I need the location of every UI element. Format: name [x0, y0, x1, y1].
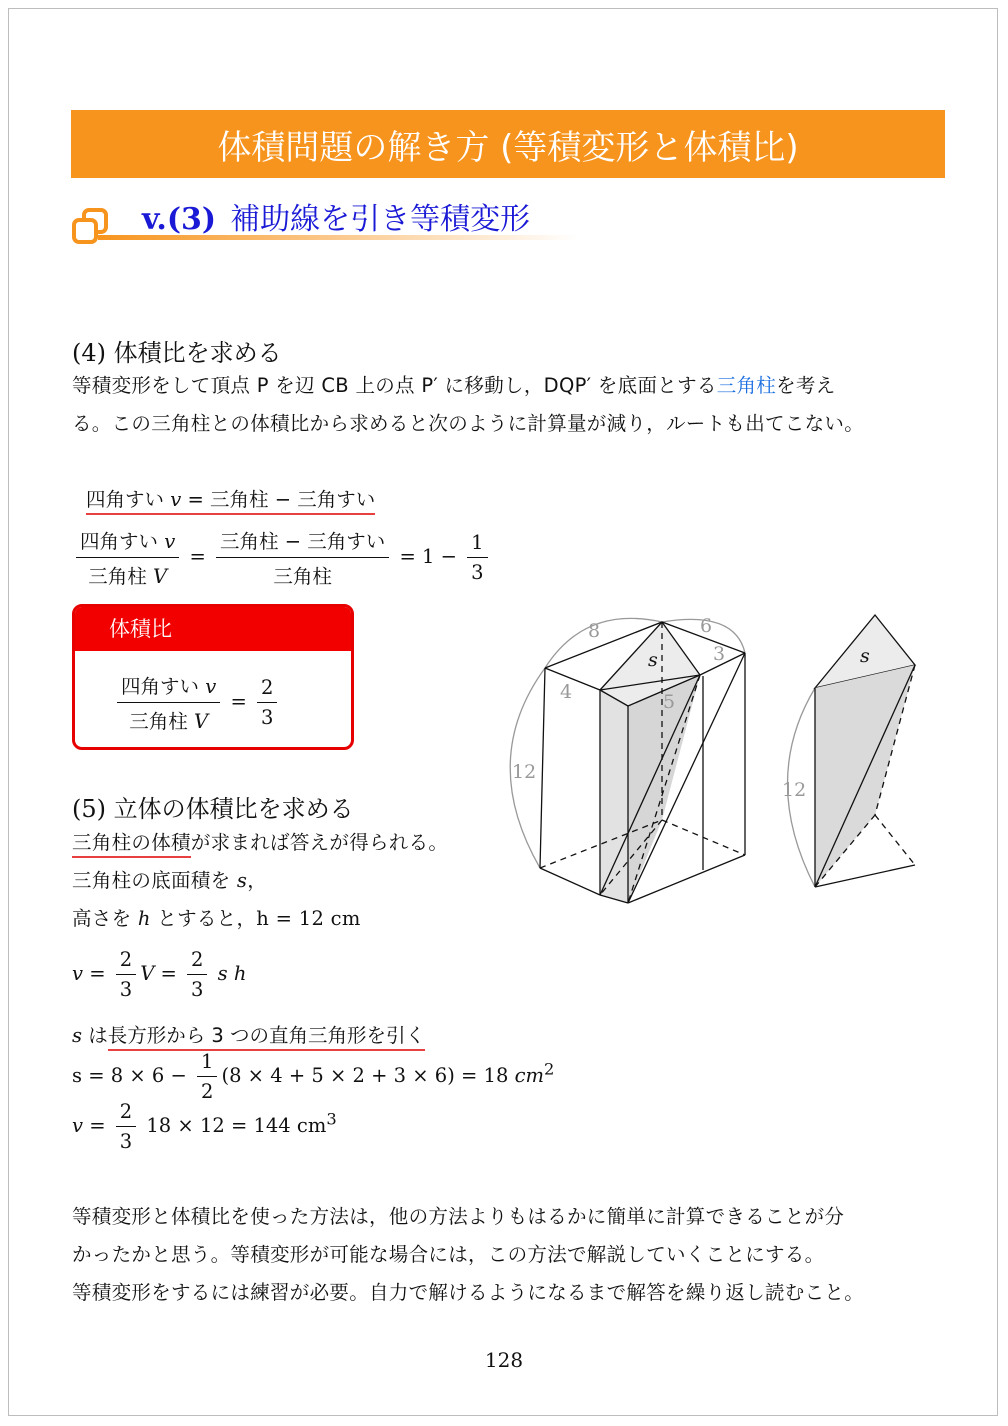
- part5-paragraph: [72, 824, 502, 938]
- label-s-left: s: [648, 649, 658, 671]
- part5-line1: 三角柱の体積が求まれば答えが得られる。: [72, 824, 502, 862]
- equation-2: $\frac{\text{四角すい v}}{\text{三角柱 V}}$ = $\frac{\text{三角柱 − 三角すい}}{\text{三角柱}}$ = 1 − $\frac{1}{3}$: [72, 526, 492, 589]
- equation-s: s = 8 × 6 − $\frac{1}{2}$ (8 × 4 + 5 × 2 + 3 × 6) = 18 $cm^2$: [72, 1050, 555, 1103]
- section-title: [142, 194, 530, 238]
- closing-paragraph: 等積変形と体積比を使った方法は，他の方法よりもはるかに簡単に計算できることが分 かったかと思う。等積変形が可能な場合には，この方法で解説していくことにする。 等積変形をするには練習が必要。自力で解けるようになるまで解答を繰り返し読むこと。: [72, 1205, 864, 1304]
- part4-line2: る。この三角柱との体積比から求めると次のように計算量が減り，ルートも出てこない。: [72, 412, 865, 435]
- label-6: 6: [700, 615, 713, 637]
- volume-ratio-box: [72, 604, 354, 750]
- label-12-left: 12: [512, 761, 537, 783]
- page-title-text: 体積問題の解き方 (等積変形と体積比): [217, 127, 799, 168]
- volume-ratio-formula: $\frac{\text{四角すい v}}{\text{三角柱 V}}$ = $\frac{2}{3}$: [113, 671, 281, 734]
- equation-1: 四角すい v = 三角柱 − 三角すい: [86, 484, 375, 512]
- page-title: [71, 110, 945, 178]
- page-number: 128: [484, 1348, 524, 1372]
- part4-line1: 等積変形をして頂点 P を辺 CB 上の点 P′ に移動し，DQP′ を底面とする三角柱を考え: [72, 374, 836, 397]
- part4-paragraph: [72, 367, 952, 443]
- section-number: v.(3): [142, 202, 217, 237]
- prism-figure: [505, 600, 945, 910]
- part5-line3: 高さを h とすると，h = 12 cm: [72, 907, 361, 930]
- equation-v: v = $\frac{2}{3}$ V = $\frac{2}{3}$ s h: [72, 948, 247, 1001]
- volume-ratio-header: 体積比: [75, 607, 351, 651]
- label-3: 3: [713, 643, 726, 665]
- label-5: 5: [663, 691, 676, 713]
- label-8: 8: [588, 620, 601, 642]
- label-s-right: s: [860, 645, 870, 667]
- part5-line2: 三角柱の底面積を s，: [72, 869, 268, 892]
- label-4: 4: [560, 681, 573, 703]
- label-12-right: 12: [782, 779, 807, 801]
- s-explanation: s は長方形から 3 つの直角三角形を引く: [72, 1020, 425, 1048]
- part4-heading: (4) 体積比を求める: [72, 339, 282, 367]
- part5-heading: (5) 立体の体積比を求める: [72, 795, 354, 823]
- equation-v-result: v = $\frac{2}{3}$ 18 × 12 = 144 $cm^3$: [72, 1100, 337, 1153]
- section-heading: [70, 190, 590, 250]
- section-title-text: 補助線を引き等積変形: [230, 202, 531, 237]
- highlight-triangular-prism: 三角柱: [716, 374, 777, 397]
